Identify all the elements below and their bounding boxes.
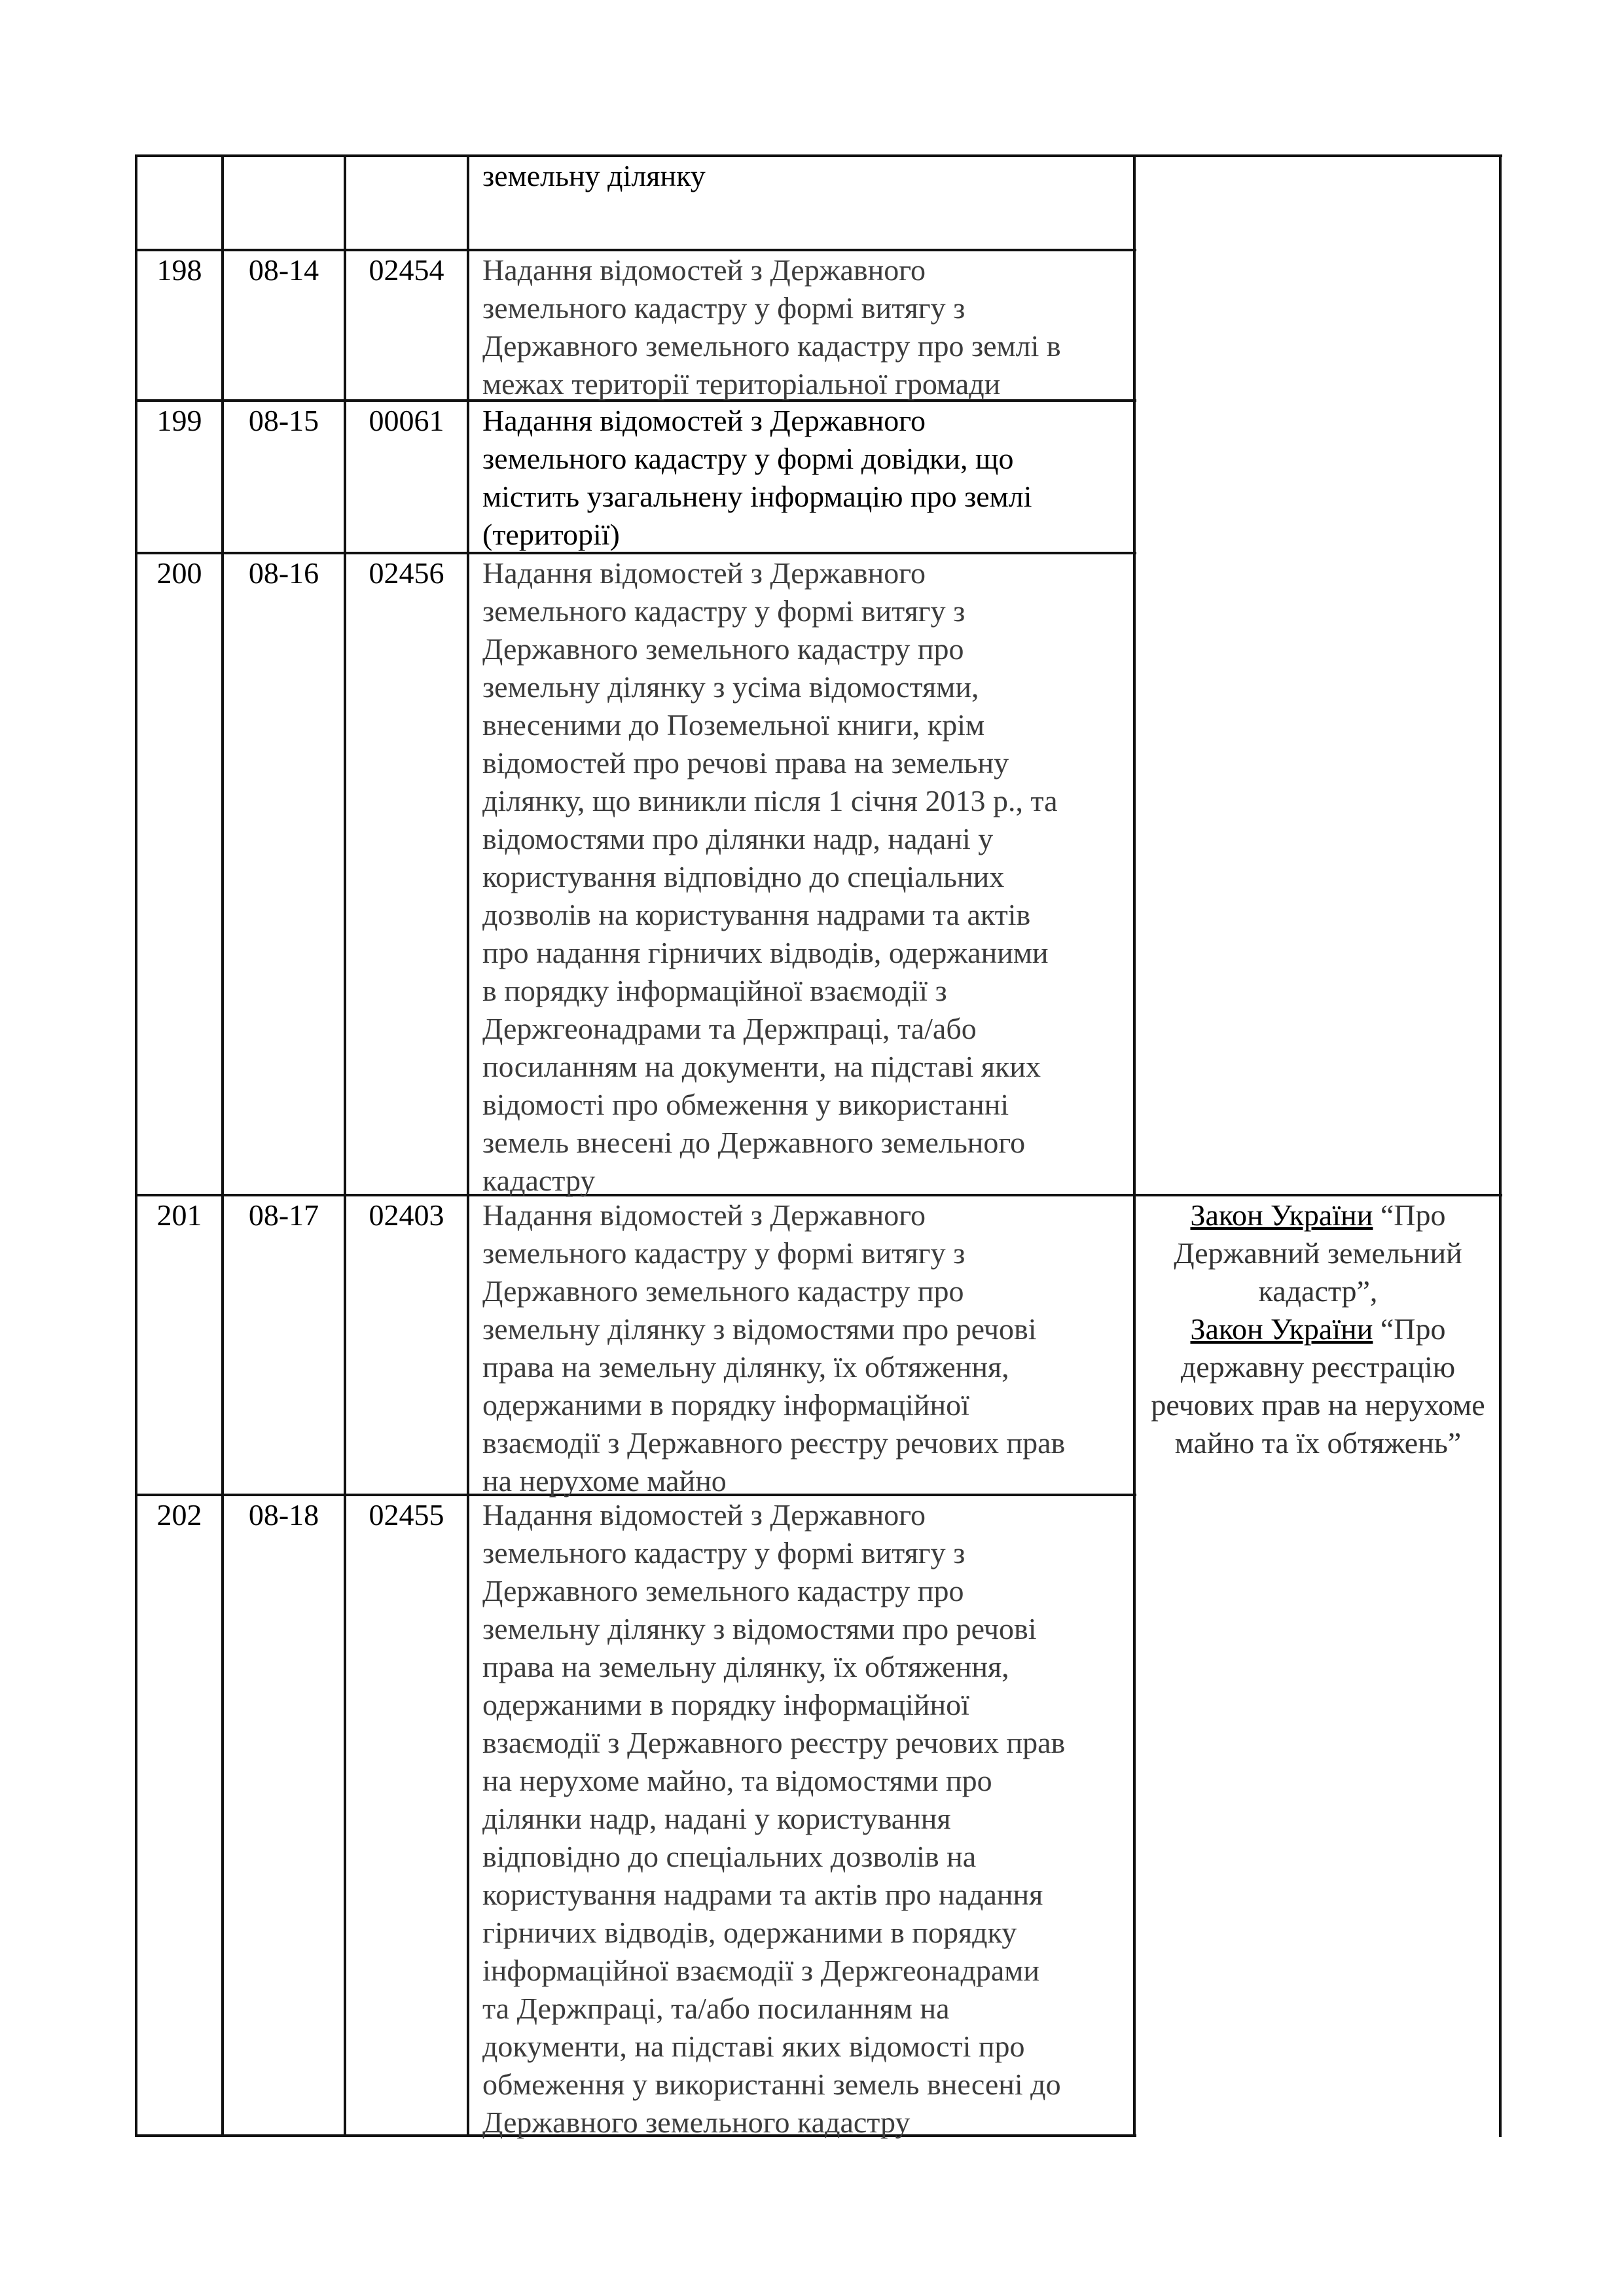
service-text: Надання відомостей з Державного земельного кадастру у формі витягу з Державного земельного кадастру про земельну ділянку з відомостями про речові права на земельну ділянку, їх обтяження, одержаними в порядку інформаційної взаємодії з Державного реєстру речових прав на нерухоме майно [482,1198,1066,1498]
row-number: 200 [156,556,202,590]
law-link[interactable]: Закон України [1190,1312,1373,1346]
column-divider [135,154,137,2137]
service-id: 00061 [369,404,444,437]
service-text: Надання відомостей з Державного земельного кадастру у формі витягу з Державного земельного кадастру про земельну ділянку з відомостями про речові права на земельну ділянку, їх обтяження, одержаними в порядку інформаційної взаємодії з Державного реєстру речових прав на нерухоме майно, та відомостями про ділянки надр, надані у користування відповідно до спеціальних дозволів на користування надрами та актів про надання гірничих відводів, одержаними в порядку інформаційної взаємодії з Держгеонадрами та Держпраці, та/або посиланням на документи, на підставі яких відомості про обмеження у використанні земель внесені до Державного земельного кадастру [482,1498,1066,2139]
law-title: “Про Державний земельний кадастр”, [1174,1198,1462,1308]
service-code: 08-15 [248,404,319,437]
row-number: 199 [156,404,202,437]
service-id: 02403 [369,1198,444,1232]
column-divider [1133,154,1136,2137]
column-divider [344,154,346,2137]
service-id: 02455 [369,1498,444,1532]
row-number: 202 [156,1498,202,1532]
service-code: 08-16 [248,556,319,590]
law-title: “Про державну реєстрацію речових прав на нерухоме майно та їх обтяжень” [1151,1312,1485,1460]
service-text: Надання відомостей з Державного земельного кадастру у формі витягу з Державного земельного кадастру про землі в межах території територіальної громади [482,253,1061,401]
service-id: 02456 [369,556,444,590]
law-link[interactable]: Закон України [1190,1198,1373,1232]
service-code: 08-18 [248,1498,319,1532]
row-number: 201 [156,1198,202,1232]
service-id: 02454 [369,253,444,287]
legal-basis [1136,1196,1500,1462]
column-divider [221,154,224,2137]
service-text: Надання відомостей з Державного земельного кадастру у формі витягу з Державного земельного кадастру про земельну ділянку з усіма відомостями, внесеними до Поземельної книги, крім відомостей про речові права на земельну ділянку, що виникли після 1 січня 2013 р., та відомостями про ділянки надр, надані у користування відповідно до спеціальних дозволів на користування надрами та актів про надання гірничих відводів, одержаними в порядку інформаційної взаємодії з Держгеонадрами та Держпраці, та/або посиланням на документи, на підставі яких відомості про обмеження у використанні земель внесені до Державного земельного кадастру [482,556,1058,1197]
column-divider [467,154,469,2137]
service-text: земельну ділянку [482,159,706,192]
service-code: 08-17 [248,1198,319,1232]
row-number: 198 [156,253,202,287]
column-divider [1499,154,1502,2137]
service-text: Надання відомостей з Державного земельного кадастру у формі довідки, що містить узагальнену інформацію про землі (території) [482,404,1032,551]
service-code: 08-14 [248,253,319,287]
